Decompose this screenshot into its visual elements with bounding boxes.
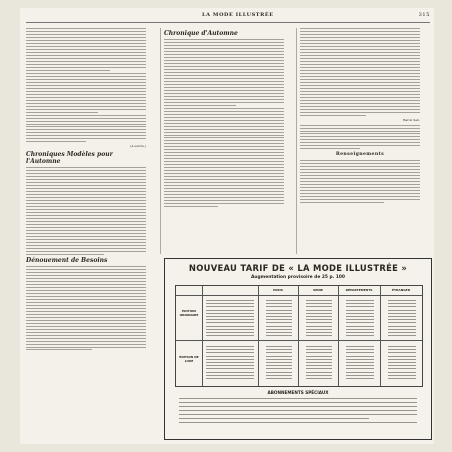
tariff-subtitle: Augmentation provisoire de 25 p. 100 — [251, 275, 345, 280]
header-rule — [26, 22, 430, 23]
table-rule — [380, 286, 381, 386]
table-rule — [176, 340, 422, 341]
article-text — [26, 73, 146, 113]
subscriptions-text — [179, 398, 417, 426]
table-cells — [266, 346, 292, 381]
section-heading: Dénouement de Besoins — [26, 256, 108, 264]
tariff-box — [164, 258, 432, 440]
section-heading: Chroniques Modèles pour l'Automne — [26, 151, 113, 166]
article-text — [26, 28, 146, 71]
column-header: SEINE — [313, 288, 323, 292]
table-cells — [266, 300, 292, 338]
column-divider — [296, 28, 297, 254]
table-cells — [346, 300, 374, 338]
table-cells — [306, 346, 332, 381]
article-text — [300, 28, 420, 115]
column-divider — [160, 28, 161, 254]
column-header: DÉPARTEMENTS — [345, 288, 373, 292]
table-cells — [206, 346, 254, 381]
tariff-table — [175, 285, 423, 387]
article-text — [26, 266, 146, 350]
text-column-middle — [164, 28, 284, 254]
table-rule — [338, 286, 339, 386]
table-cells — [306, 300, 332, 338]
article-signature: Baron Seb. — [403, 117, 420, 122]
column-header: PARIS — [273, 288, 283, 292]
article-text — [300, 125, 420, 150]
table-cells — [346, 346, 374, 381]
table-rule — [258, 286, 259, 386]
table-cells — [206, 300, 254, 338]
text-column-right — [300, 28, 420, 254]
section-heading: Chronique d'Automne — [164, 30, 238, 37]
table-cells — [388, 346, 416, 381]
table-rule — [176, 295, 422, 296]
article-signature: (A suivre.) — [130, 144, 146, 149]
page-number: 315 — [418, 12, 430, 18]
article-text — [26, 115, 146, 143]
page-header — [26, 12, 430, 20]
journal-title: LA MODE ILLUSTRÉE — [202, 12, 274, 18]
table-rule — [202, 286, 203, 386]
article-text — [300, 160, 420, 203]
column-header: ÉTRANGER — [391, 288, 411, 292]
table-cells — [388, 300, 416, 338]
edition-label: ÉDITION ORDINAIRE — [179, 309, 199, 317]
tariff-title: NOUVEAU TARIF DE « LA MODE ILLUSTRÉE » — [188, 263, 408, 273]
article-text — [164, 39, 284, 106]
article-text — [26, 167, 146, 254]
text-column-left — [26, 28, 146, 440]
edition-label: ÉDITION DE LUXE — [179, 355, 199, 363]
table-rule — [298, 286, 299, 386]
article-text — [164, 108, 284, 207]
section-heading: Renseignements — [335, 152, 385, 158]
subscriptions-heading: ABONNEMENTS SPÉCIAUX — [267, 390, 329, 395]
